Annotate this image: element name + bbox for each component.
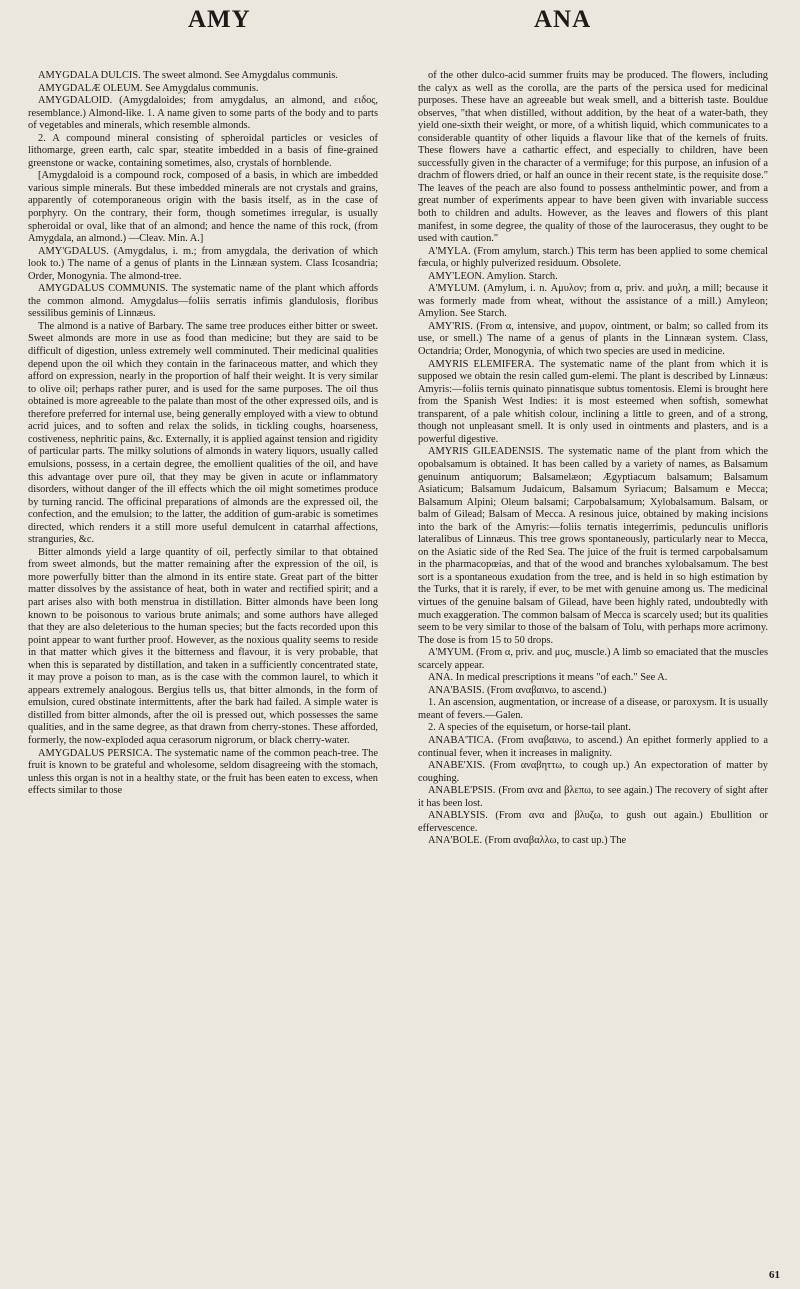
left-column [28, 70, 378, 1270]
entry: AMYGDALA DULCIS. The sweet almond. See Amygdalus communis. [38, 70, 338, 81]
entry: 2. A species of the equisetum, or horse-tail plant. [428, 722, 631, 734]
entry: The almond is a native of Barbary. The same tree produces either bitter or sweet. Sweet almonds are more in use as food than medicine; but they are said to be difficult of digestion, unless extremely well comminuted. Their medicinal qualities depend upon the oil which they contain in the farinaceous matter, and which they afford on expression, nearly in the proportion of half their weight. It is very similar to olive oil; perhaps rather purer, and is used for the same purposes. The oil thus obtained is more agreeable to the palate than most of the other expressed oils, and is therefore preferred for internal use, being generally employed with a view to obtund acrid juices, and to soften and relax the solids, in tickling coughs, hoarseness, costiveness, nephritic pains, &c. Externally, it is applied against tension and rigidity of particular parts. The milky solutions of almonds in watery liquors, usually called emulsions, possess, in a certain degree, the emollient qualities of the oil, and have this advantage over pure oil, that they may be given in acute or inflammatory disorders, without danger of the ill effects which the oil might sometimes produce by turning rancid. The officinal preparations of almonds are the expressed oil, the confection, and the emulsion; to the latter, the addition of gum-arabic is sometimes directed, which renders it a still more useful demulcent in catarrhal affections, stranguries, &c. [28, 320, 378, 546]
entry: ANA'BASIS. (From αναβαινω, to ascend.) [428, 684, 607, 696]
entry: A'MYUM. (From α, priv. and μυς, muscle.) A limb so emaciated that the muscles scarcely appear. [418, 647, 768, 671]
page-number: 61 [769, 1269, 780, 1281]
entry: A'MYLA. (From amylum, starch.) This term has been applied to some chemical fæcula, or highly pulverized residuum. Obsolete. [418, 245, 768, 270]
right-column [418, 70, 768, 1270]
entry: AMY'GDALUS. (Amygdalus, i. m.; from amygdala, the derivation of which look to.) The name of a genus of plants in the Linnæan system. Class Icosandria; Order, Monogynia. The almond-tree. [28, 245, 378, 282]
entry: of the other dulco-acid summer fruits may be produced. The flowers, including the calyx as well as the corolla, are the parts of the persica used for medicinal purposes. These have an agreeable but weak smell, and a bitterish taste. Bouldue observes, "that when distilled, without addition, by the heat of a water-bath, they yield one-sixth their weight, or more, of a whitish liquid, which communicates to a considerable quantity of other liquids a flavour like that of the kernels of fruits. These flowers have a cathartic effect, and especially to children, have been successfully given in the character of a vermifuge; for this purpose, an infusion of a drachm of flowers dried, or half an ounce in their recent state, is the requisite dose." The leaves of the peach are also found to possess anthelmintic power, and from a great number of experiments appear to have been given with invariable success both to children and adults. However, as the leaves and flowers of this plant manifest, in some degree, the quality of those of the laurocerasus, they ought to be used with caution." [418, 70, 768, 245]
entry: AMYRIS GILEADENSIS. The systematic name of the plant from which the opobalsamum is obtained. It has been called by a variety of names, as Balsamum genuinum antiquorum; Balsamelæon; Ægyptiacum balsamum; Balsamum Asiaticum; Balsamum Judaicum, Balsamum Syriacum; Balsamum e Mecca; Balsamum Alpini; Oleum balsami; Carpobalsamum; Xylobalsamum. Balsam, or balm of Gilead; Balsam of Mecca. A resinous juice, obtained by making incisions into the bark of the Amyris:—foliis ternatis integerrimis, pedunculis unifloris lateralibus of Linnæus. This tree grows spontaneously, particularly near to Mecca, on the Asiatic side of the Red Sea. The juice of the fruit is termed carpobalsamum in the pharmacopœias, and that of the wood and branches xylobalsamum. The best sort is a spontaneous exudation from the tree, and is held in so high estimation by the Turks, that it is rarely, if ever, to be met with genuine among us. The medicinal virtues of the genuine balsam of Gilead, have been highly rated, undoubtedly with much exaggeration. The common balsam of Mecca is scarcely used; but its qualities seem to be very similar to those of the balsam of Tolu, with perhaps more acrimony. The dose is from 15 to 50 drops. [418, 446, 768, 646]
entry: AMYGDALOID. (Amygdaloides; from amygdalus, an almond, and ειδος, resemblance.) Almond-like. 1. A name given to some parts of the body and to parts of vegetables and minerals, which resemble almonds. [28, 95, 378, 132]
entry: ANABE'XIS. (From αναβηττω, to cough up.) An expectoration of matter by coughing. [418, 760, 768, 784]
entry: ANABLE'PSIS. (From ανα and βλεπω, to see again.) The recovery of sight after it has been lost. [418, 785, 768, 809]
entry: 1. An ascension, augmentation, or increase of a disease, or paroxysm. It is usually meant of fevers.—Galen. [418, 697, 768, 721]
entry: AMYGDALUS PERSICA. The systematic name of the common peach-tree. The fruit is known to be grateful and wholesome, seldom disagreeing with the stomach, unless this organ is not in a healthy state, or the fruit has been eaten to excess, when effects similar to those [28, 747, 378, 797]
running-header-left: AMY [188, 6, 251, 33]
running-header-right: ANA [534, 6, 592, 33]
entry: AMYRIS ELEMIFERA. The systematic name of the plant from which it is supposed we obtain the resin called gum-elemi. The plant is described by Linnæus: Amyris:—foliis ternis quinato pinnatisque subtus tomentosis. Elemi is brought here from the Spanish West Indies: it is most esteemed when softish, somewhat transparent, of a pale whitish colour, inclining a little to green, and of a strong, though not unpleasant smell. It is only used in ointments and plasters, and is a powerful digestive. [418, 358, 768, 445]
entry: AMY'LEON. Amylion. Starch. [428, 270, 558, 282]
entry: AMYGDALUS COMMUNIS. The systematic name of the plant which affords the common almond. Amygdalus—foliis serratis infimis glandulosis, floribus sessilibus geminis of Linnæus. [28, 283, 378, 320]
entry: ANABLYSIS. (From ανα and βλυζω, to gush out again.) Ebullition or effervescence. [418, 810, 768, 834]
entry: AMYGDALÆ OLEUM. See Amygdalus communis. [38, 82, 259, 94]
entry: Bitter almonds yield a large quantity of oil, perfectly similar to that obtained from sweet almonds, but the matter remaining after the expression of the oil, is more powerfully bitter than the almond in its entire state. Great part of the bitter matter dissolves by the assistance of heat, both in water and rectified spirit; and a part arises also with both menstrua in distillation. Bitter almonds have been long known to be poisonous to various brute animals; and some authors have alleged that they are also deleterious to the human species; but the facts recorded upon this point appear to want further proof. However, as the noxious quality seems to reside in that matter which gives it the bitterness and flavour, it is very probable, that when this is separated by distillation, and taken in a sufficiently concentrated state, it may prove a poison to man, as is the case with the common laurel, to which it appears extremely analogous. Bergius tells us, that bitter almonds, in the form of emulsion, cured obstinate intermittents, after the bark had failed. A simple water is distilled from bitter almonds, after the oil is pressed out, which possesses the same qualities, and in the same degree, as that drawn from cherry-stones. These afforded, formerly, the now-exploded aqua cerasorum nigrorum, or black cherry-water. [28, 546, 378, 746]
entry: A'MYLUM. (Amylum, i. n. Αμυλον; from α, priv. and μυλη, a mill; because it was formerly made from wheat, without the assistance of a mill.) Amyleon; Amylion. See Starch. [418, 283, 768, 320]
entry: AMY'RIS. (From α, intensive, and μυρον, ointment, or balm; so called from its use, or smell.) The name of a genus of plants in the Linnæan system. Class, Octandria; Order, Monogynia, of which two species are used in medicine. [418, 320, 768, 358]
entry: ANA. In medical prescriptions it means "of each." See A. [428, 672, 668, 684]
entry: 2. A compound mineral consisting of spheroidal particles or vesicles of lithomarge, green earth, calc spar, steatite imbedded in a basis of fine-grained greenstone or wacke, containing sometimes, also, crystals of hornblende. [28, 132, 378, 169]
entry: ANA'BOLE. (From αναβαλλω, to cast up.) The [428, 835, 627, 847]
entry: ANABA'TICA. (From αναβαινω, to ascend.) An epithet formerly applied to a continual fever, when it increases in malignity. [418, 734, 768, 759]
entry: [Amygdaloid is a compound rock, composed of a basis, in which are imbedded various simple minerals. But these imbedded minerals are not crystals and grains, apparently of cotemporaneous origin with the basis itself, as in the case of porphyry. On the contrary, their form, though sometimes irregular, is usually spheroidal or oval, like that of an almond; and hence the name of this rock, (from Amygdala, an almond.) —Cleav. Min. A.] [28, 170, 378, 245]
